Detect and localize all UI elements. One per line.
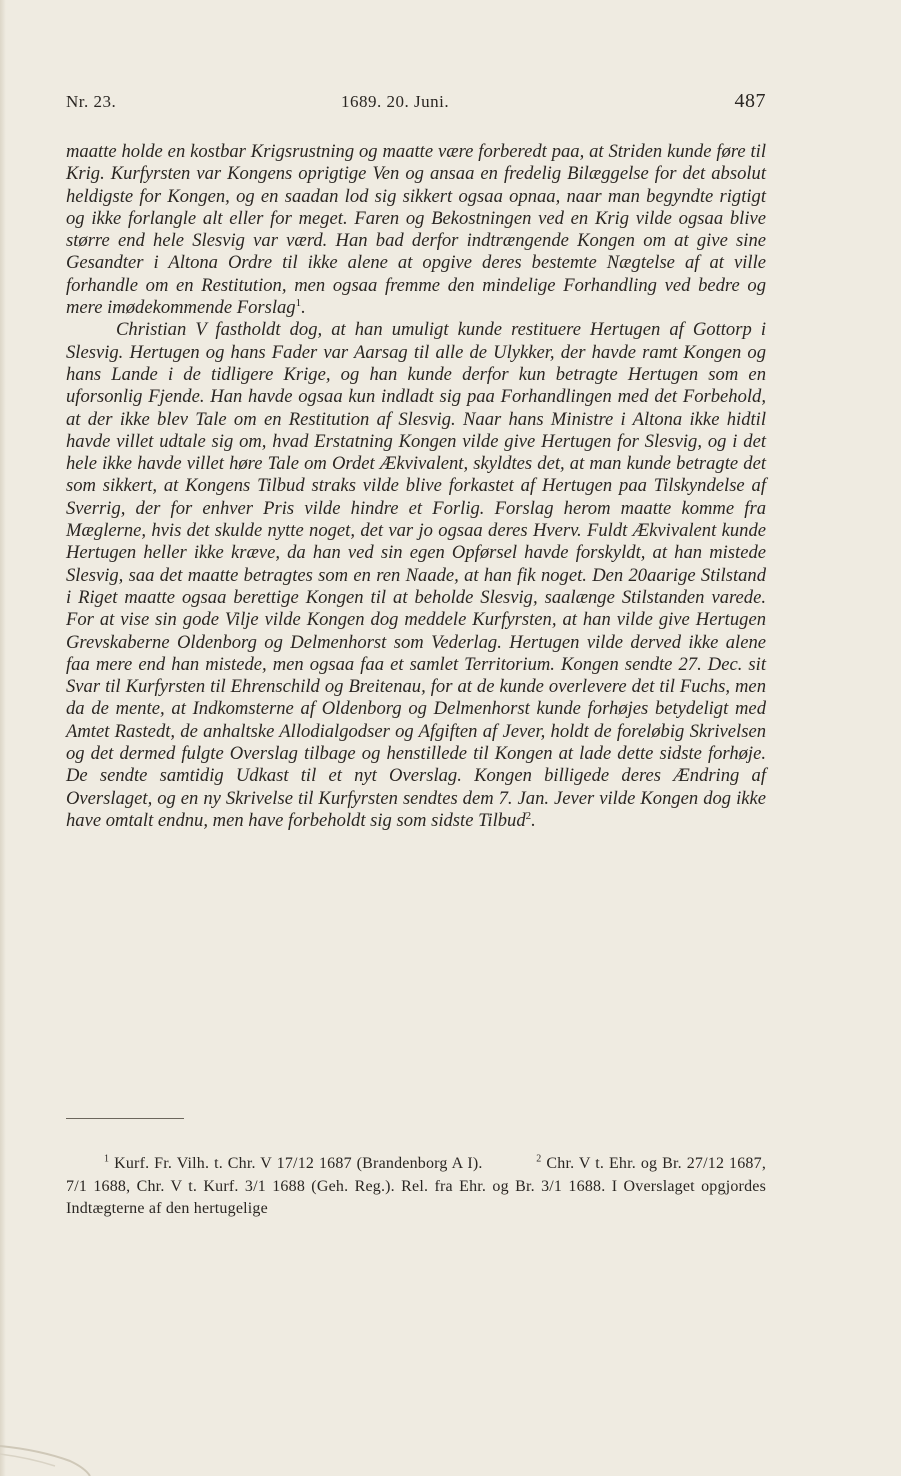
footnote-1-mark: 1 [104,1153,110,1165]
footnote-block [66,1153,766,1221]
paragraph-1-text: maatte holde en kostbar Krigsrustning og maatte være forberedt paa, at Striden kunde føre til Krig. Kurfyrsten var Kongens oprigtige Ven og ansaa en fredelig Bilæggelse for det absolut heldigste for Kongen, og en saadan lod sig sikkert ogsaa opnaa, naar man begyndte rigtigt og ikke forlangle alt eller for meget. Faren og Bekostningen ved en Krig vilde ogsaa blive større end hele Slesvig var værd. Han bad derfor indtrængende Kongen om at give sine Gesandter i Altona Ordre til ikke alene at opgive deres bestemte Nægtelse af at ville forhandle om en Restitution, men ogsaa fremme den mindelige Forhandling ved bedre og mere imødekommende Forslag [66,141,766,319]
paragraph-2-end: . [531,809,536,831]
page-edge-shadow [0,0,6,1476]
page-number: 487 [734,90,766,112]
paragraph-1 [66,141,766,319]
paragraph-2-text: Christian V fastholdt dog, at han umuligt kunde restituere Hertugen af Gottorp i Slesvig. Hertugen og hans Fader var Aarsag til alle de Ulykker, der havde ramt Kongen og hans Lande i de tidligere Krige, og han kunde derfor kun betragte Hertugen som en uforsonlig Fjende. Han havde ogsaa kun indladt sig paa Forhandlingen med det Forbehold, at der ikke blev Tale om en Restitution af Slesvig. Naar hans Ministre i Altona ikke hidtil havde villet udtale sig om, hvad Erstatning Kongen vilde give Hertugen for Slesvig, og i det hele ikke havde villet høre Tale om Ordet Ækvivalent, skyldtes det, at man kunde betragte det som sikkert, at Kongens Tilbud straks vilde blive forkastet af Hertugen paa Tilskyndelse af Sverrig, der for enhver Pris vilde hindre et Forlig. Forslag herom maatte komme fra Mæglerne, hvis det skulde nytte noget, det var jo ogsaa deres Hverv. Fuldt Ækvivalent kunde Hertugen heller ikke kræve, da han ved sin egen Opførsel havde forskyldt, at han mistede Slesvig, saa det maatte betragtes som en ren Naade, at han fik noget. Den 20aarige Stilstand i Riget maatte ogsaa berettige Kongen til at beholde Slesvig, saalænge Stilstanden varede. For at vise sin gode Vilje vilde Kongen dog meddele Kurfyrsten, at han vilde give Hertugen Grevskaberne Oldenborg og Delmenhorst som Vederlag. Hertugen vilde derved ikke alene faa mere end han mistede, men ogsaa faa et samlet Territorium. Kongen sendte 27. Dec. sit Svar til Kurfyrsten til Ehrenschild og Breitenau, for at de kunde overlevere det til Fuchs, men da de mente, at Indkomsterne af Oldenborg og Delmenhorst kunde forhøjes betydeligt med Amtet Rastedt, de anhaltske Allodialgodser og Afgiften af Jever, holdt de foreløbig Skrivelsen og det dermed fulgte Overslag tilbage og henstillede til Kongen at lade dette sidste forhøje. De sendte samtidig Udkast til et nyt Overslag. Kongen billigede deres Ændring af Overslaget, og en ny Skrivelse til Kurfyrsten sendtes dem 7. Jan. Jever vilde Kongen dog ikke have omtalt endnu, men have forbeholdt sig som sidste Tilbud [66,319,766,831]
page-curl-shadow [0,1406,100,1476]
footnote-2-text: Chr. V t. Ehr. og Br. 27/12 1687, 7/1 1688, Chr. V t. Kurf. 3/1 1688 (Geh. Reg.). Rel. fra Ehr. og Br. 3/1 1688. I Overslaget opgjordes Indtægterne af den hertugelige [66,1155,767,1217]
footnote-2-mark: 2 [536,1153,542,1165]
footnote-ref-2: 2 [525,809,532,822]
document-date: 1689. 20. Juni. [341,92,450,111]
footnote-divider [66,1118,184,1119]
footnotes [66,1153,766,1221]
footnote-ref-1: 1 [295,296,302,309]
body-text [66,141,766,832]
page-header [66,92,766,118]
document-number: Nr. 23. [66,92,117,111]
paragraph-2 [66,319,766,832]
footnote-1-text: Kurf. Fr. Vilh. t. Chr. V 17/12 1687 (Brandenborg A I). [114,1155,483,1172]
paragraph-1-end: . [301,297,306,319]
